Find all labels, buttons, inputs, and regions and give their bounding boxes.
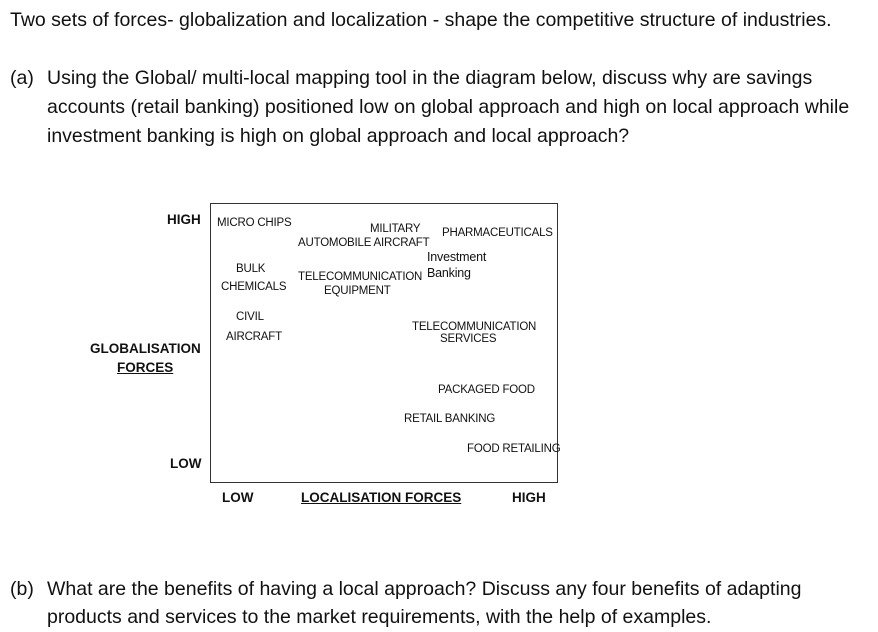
item-investment-banking-line-2: Banking [427, 266, 471, 280]
question-a-line-2: accounts (retail banking) positioned low on global approach and high on local approach while [47, 96, 850, 118]
item-micro-chips: MICRO CHIPS [217, 217, 292, 229]
y-axis-title-line-1: GLOBALISATION [90, 341, 201, 356]
y-axis-title-line-2: FORCES [117, 360, 174, 375]
item-military: MILITARY [370, 223, 421, 235]
item-telecom-services-line-1: TELECOMMUNICATION [412, 321, 537, 333]
item-retail-banking: RETAIL BANKING [404, 413, 496, 425]
item-automobile-aircraft: AUTOMOBILE AIRCRAFT [298, 237, 430, 249]
intro-text: Two sets of forces- globalization and localization - shape the competitive structure of industries. [10, 9, 832, 31]
x-axis-high-label: HIGH [512, 490, 546, 505]
x-axis-title: LOCALISATION FORCES [301, 490, 462, 505]
question-b-label: (b) [10, 578, 34, 600]
question-b-line-1: What are the benefits of having a local approach? Discuss any four benefits of adapting [47, 578, 802, 600]
item-telecom-equipment-line-2: EQUIPMENT [324, 285, 391, 297]
y-axis-high-label: HIGH [167, 212, 201, 227]
question-a-line-3: investment banking is high on global approach and local approach? [47, 125, 630, 147]
y-axis-low-label: LOW [170, 456, 202, 471]
x-axis-low-label: LOW [222, 490, 254, 505]
question-a-line-1: Using the Global/ multi-local mapping tool in the diagram below, discuss why are savings [47, 67, 813, 89]
item-pharmaceuticals: PHARMACEUTICALS [442, 227, 553, 239]
item-food-retailing: FOOD RETAILING [467, 443, 561, 455]
question-b-line-2: products and services to the market requirements, with the help of examples. [47, 606, 712, 628]
item-packaged-food: PACKAGED FOOD [438, 384, 535, 396]
item-bulk: BULK [236, 263, 266, 275]
item-telecom-services-line-2: SERVICES [440, 333, 497, 345]
question-a-label: (a) [10, 67, 34, 89]
item-civil: CIVIL [236, 311, 264, 323]
item-investment-banking-line-1: Investment [427, 250, 487, 264]
item-aircraft: AIRCRAFT [226, 331, 282, 343]
item-chemicals: CHEMICALS [221, 281, 287, 293]
item-telecom-equipment-line-1: TELECOMMUNICATION [298, 271, 423, 283]
